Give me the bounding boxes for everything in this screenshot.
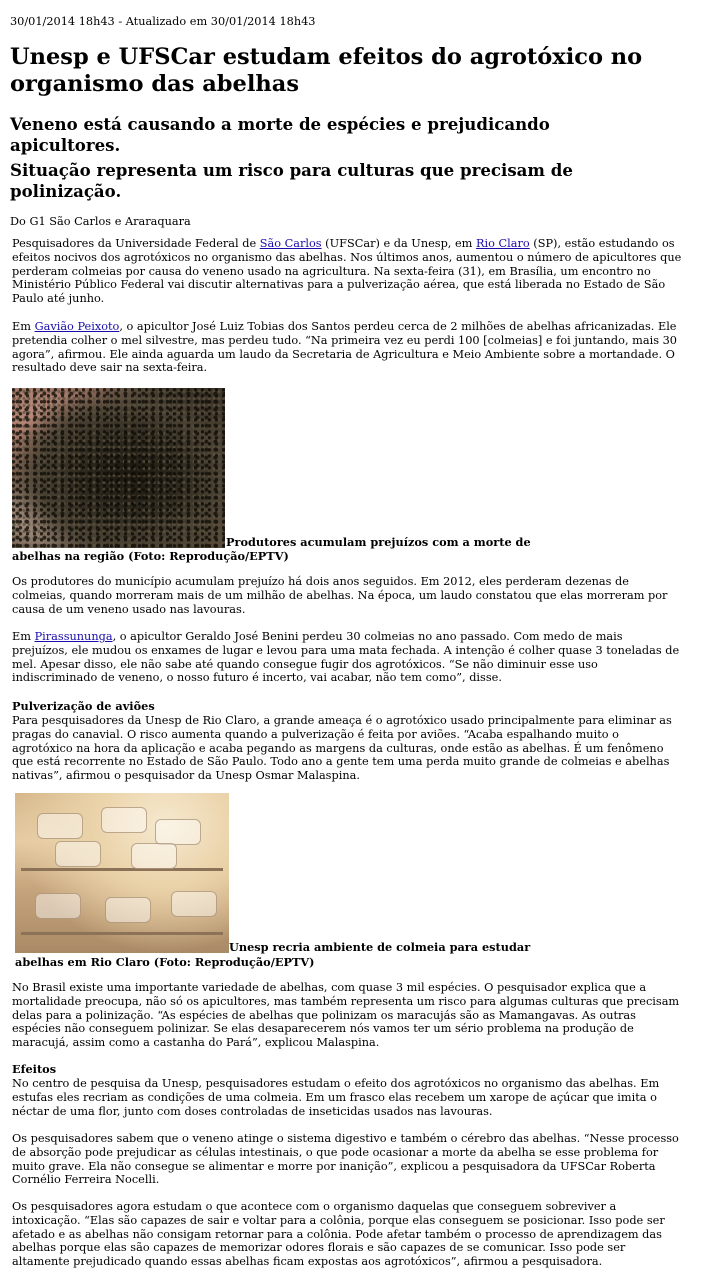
paragraph-2 [12,320,682,375]
paragraph-4-text: , o apicultor Geraldo José Benini perdeu 30 colmeias no ano passado. Com medo de mais prejuízos, ele mudou os enxames de lugar e levou para uma mata fechada. A intenção é colher quase 3 toneladas de mel. Apesar disso, ele não sabe até quando consegue fugir dos agrotóxicos. “Se não diminuir esse uso indiscriminado de veneno, o nosso futuro é incerto, vai acabar, não tem como”, disse. [12,630,680,685]
jar-shape [35,893,81,919]
paragraph-5: No Brasil existe uma importante variedade de abelhas, com quase 3 mil espécies. O pesquisador explica que a mortalidade preocupa, não só os apicultores, mas também representa um risco para algumas culturas que precisam delas para a polinização. “As espécies de abelhas que polinizam os maracujás são as Mamangavas. As outras espécies não conseguem polinizar. Se elas desaparecerem nós vamos ter um sério problema na produção de maracujá, assim como a castanha do Pará”, explicou Malaspina. [12,981,680,1050]
article-title: Unesp e UFSCar estudam efeitos do agrotóxico no organismo das abelhas [10,44,643,97]
photo-1-caption-line-2: abelhas na região (Foto: Reprodução/EPTV) [12,549,289,563]
paragraph-efeitos: No centro de pesquisa da Unesp, pesquisadores estudam o efeito dos agrotóxicos no organismo das abelhas. Em estufas eles recriam as condições de uma colmeia. Em um frasco elas recebem um xarope de açúcar que imita o néctar de uma flor, junto com doses controladas de inseticidas usados nas lavouras. [12,1077,660,1118]
paragraph-7: Os pesquisadores agora estudam o que acontece com o organismo daquelas que conseguem sobreviver a intoxicação. “Elas são capazes de sair e voltar para a colônia, porque elas conseguem se posicionar. Isso pode ser afetado e as abelhas não consigam retornar para a colônia. Pode afetar também o processo de aprendizagem das abelhas porque elas são capazes de memorizar odores florais e são capazes de se comunicar. Isso pode ser altamente prejudicado quando essas abelhas ficam expostas aos agrotóxicos”, afirmou a pesquisadora. [12,1200,665,1269]
article-subtitle-2: Situação representa um risco para culturas que precisam de polinização. [10,160,573,201]
paragraph-pulverizacao: Para pesquisadores da Unesp de Rio Claro, a grande ameaça é o agrotóxico usado principalmente para eliminar as pragas do canavial. O risco aumenta quando a pulverização é feita por aviões. “Acaba espalhando muito o agrotóxico na hora da aplicação e acaba pegando as margens da culturas, onde estão as abelhas. É um fenômeno que está recorrente no Estado de São Paulo. Todo ano a gente tem uma perda muito grande de colmeias e abelhas nativas”, afirmou o pesquisador da Unesp Osmar Malaspina. [12,714,672,783]
link-rio-claro[interactable]: Rio Claro [475,237,530,250]
photo-1-caption-line-1: Produtores acumulam prejuízos com a morte de [226,535,531,549]
paragraph-3: Os produtores do município acumulam prejuízo há dois anos seguidos. Em 2012, eles perderam dezenas de colmeias, quando morreram mais de um milhão de abelhas. Na época, um laudo constatou que elas morreram por causa de um veneno usado nas lavouras. [12,575,668,616]
paragraph-4-text: Em [12,630,35,643]
photo-2-caption-line-2: abelhas em Rio Claro (Foto: Reprodução/EPTV) [15,955,315,969]
jar-shape [171,891,217,917]
link-sao-carlos[interactable]: São Carlos [259,237,322,250]
section-heading-efeitos: Efeitos [12,1062,57,1076]
paragraph-1-text: (UFSCar) e da Unesp, em [321,237,476,250]
jar-shape [131,843,177,869]
jar-shape [37,813,83,839]
jar-shape [101,807,147,833]
jar-shape [155,819,201,845]
photo-2-caption-line-1: Unesp recria ambiente de colmeia para estudar [229,940,531,954]
paragraph-2-text: , o apicultor José Luiz Tobias dos Santos perdeu cerca de 2 milhões de abelhas africanizadas. Ele pretendia colher o mel silvestre, mas perdeu tudo. “Na primeira vez eu perdi 100 [colmeias] e foi juntando, mais 30 agora”, afirmou. Ele ainda aguarda um laudo da Secretaria de Agricultura e Meio Ambiente sobre a mortandade. O resultado deve sair na sexta-feira. [12,320,677,375]
paragraph-1 [12,237,682,306]
paragraph-2-text: Em [12,320,35,333]
paragraph-1-text: Pesquisadores da Universidade Federal de [12,237,260,250]
paragraph-1-text: (SP), estão estudando os efeitos nocivos dos agrotóxicos no organismo das abelhas. Nos últimos anos, aumentou o número de apicultores que perderam colmeias por causa do veneno usado na agricultura. Na sexta-feira (31), em Brasília, um encontro no Ministério Público Federal vai discutir alternativas para a pulverização aérea, que está liberada no Estado de São Paulo até junho. [12,237,682,306]
section-heading-pulverizacao: Pulverização de aviões [12,699,155,713]
paragraph-4 [12,630,682,685]
link-pirassununga[interactable]: Pirassununga [34,630,113,643]
jar-shape [55,841,101,867]
article-byline: Do G1 São Carlos e Araraquara [10,215,191,228]
dead-bees-photo [12,388,225,548]
hive-lab-photo [15,793,229,953]
article-timestamp: 30/01/2014 18h43 - Atualizado em 30/01/2014 18h43 [10,15,316,28]
article-subtitle-1: Veneno está causando a morte de espécies e prejudicando apicultores. [10,114,550,155]
jar-shape [105,897,151,923]
paragraph-6: Os pesquisadores sabem que o veneno atinge o sistema digestivo e também o cérebro das abelhas. “Nesse processo de absorção pode prejudicar as células intestinais, o que pode ocasionar a morte da abelha se esse problema for muito grave. Ela não consegue se alimentar e morre por inanição”, explicou a pesquisadora da UFSCar Roberta Cornélio Ferreira Nocelli. [12,1132,679,1187]
link-gaviao-peixoto[interactable]: Gavião Peixoto [34,320,120,333]
